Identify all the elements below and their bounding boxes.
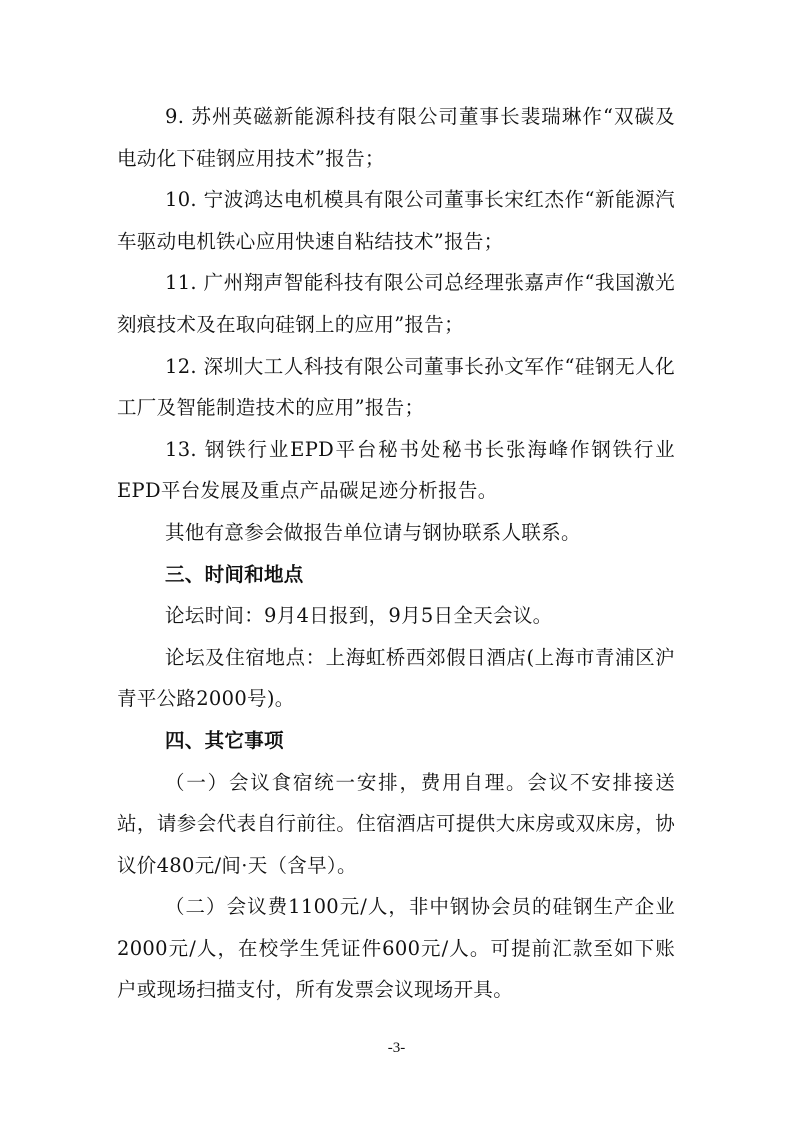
report-item-13: 13. 钢铁行业EPD平台秘书处秘书长张海峰作钢铁行业EPD平台发展及重点产品碳足迹分析报告。 (117, 437, 675, 503)
other-item-2: （二）会议费1100元/人，非中钢协会员的硅钢生产企业2000元/人，在校学生凭证件600元/人。可提前汇款至如下账户或现场扫描支付，所有发票会议现场开具。 (117, 895, 675, 1002)
page-number: -3- (387, 1040, 406, 1056)
document-body (117, 96, 675, 1011)
forum-venue: 论坛及住宿地点：上海虹桥西郊假日酒店(上海市青浦区沪青平公路2000号)。 (117, 645, 675, 711)
report-item-11: 11. 广州翔声智能科技有限公司总经理张嘉声作“我国激光刻痕技术及在取向硅钢上的应用”报告； (117, 271, 675, 336)
section-heading-time-place: 三、时间和地点 (165, 562, 304, 586)
report-item-9: 9. 苏州英磁新能源科技有限公司董事长裴瑞琳作“双碳及电动化下硅钢应用技术”报告； (117, 105, 675, 170)
report-item-10: 10. 宁波鸿达电机模具有限公司董事长宋红杰作“新能源汽车驱动电机铁心应用快速自粘结技术”报告； (117, 188, 675, 253)
other-item-1: （一）会议食宿统一安排，费用自理。会议不安排接送站，请参会代表自行前往。住宿酒店可提供大床房或双床房，协议价480元/间·天（含早）。 (117, 770, 675, 877)
report-item-12: 12. 深圳大工人科技有限公司董事长孙文军作“硅钢无人化工厂及智能制造技术的应用”报告； (117, 354, 675, 420)
contact-note: 其他有意参会做报告单位请与钢协联系人联系。 (165, 520, 581, 544)
forum-time: 论坛时间：9月4日报到，9月5日全天会议。 (165, 604, 553, 628)
section-heading-other: 四、其它事项 (165, 728, 284, 752)
